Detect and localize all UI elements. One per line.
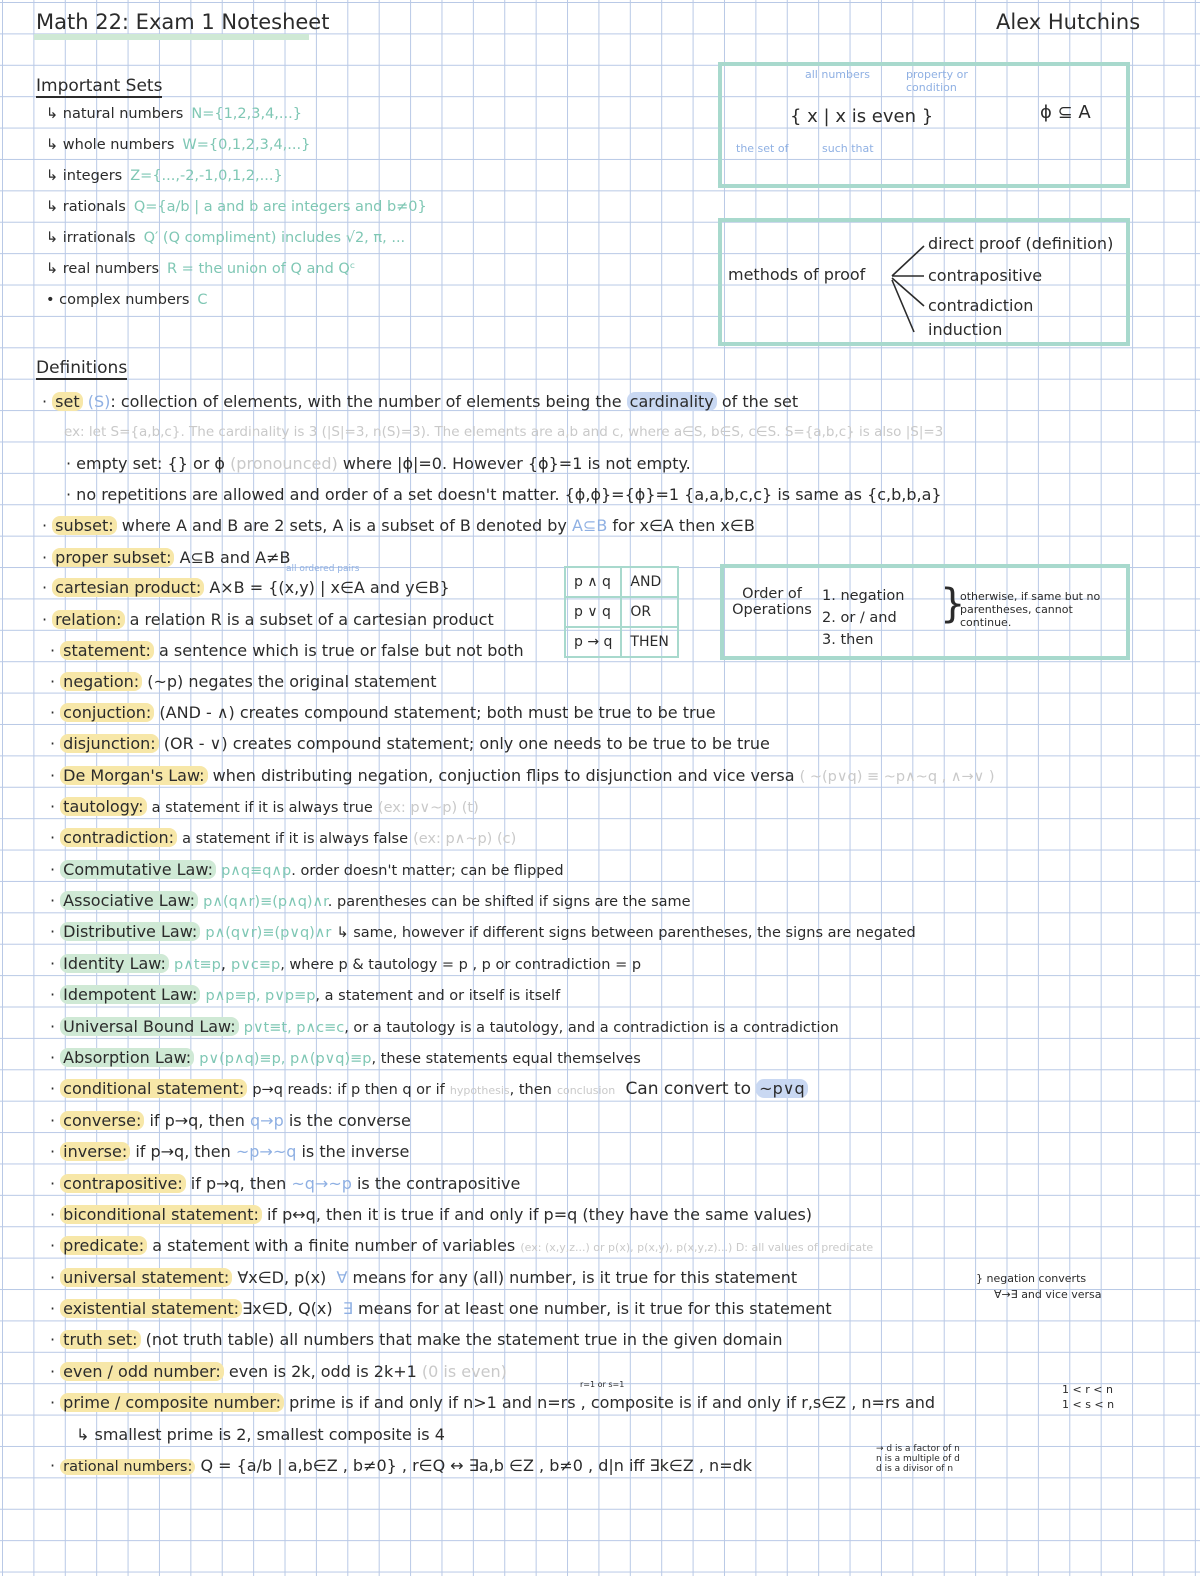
def-identity-law: · Identity Law: p∧t≡p, p∨c≡p, where p & tautology = p , p or contradiction = p bbox=[50, 954, 642, 973]
set-value: Q={a/b | a and b are integers and b≠0} bbox=[133, 199, 427, 215]
def-conditional: · conditional statement: p→q reads: if p then q or if hypothesis, then conclusion Can convert to ~p∨q bbox=[50, 1079, 808, 1099]
order-brace: } bbox=[940, 581, 966, 627]
def-subset: · subset: where A and B are 2 sets, A is a subset of B denoted by A⊆B for x∈A then x∈B bbox=[42, 516, 755, 535]
def-commutative-law: · Commutative Law: p∧q≡q∧p. order doesn't matter; can be flipped bbox=[50, 860, 564, 879]
ordered-pairs-note: all ordered pairs bbox=[286, 564, 360, 574]
logic-connectives-table bbox=[564, 566, 679, 658]
important-set-item bbox=[46, 137, 310, 153]
important-set-item bbox=[46, 168, 283, 184]
def-even-odd: · even / odd number: even is 2k, odd is 2k+1 (0 is even) bbox=[50, 1362, 507, 1381]
def-truth-set: · truth set: (not truth table) all numbers that make the statement true in the given domain bbox=[50, 1330, 783, 1349]
set-label: complex numbers bbox=[59, 292, 190, 308]
def-de-morgan: · De Morgan's Law: when distributing negation, conjuction flips to disjunction and vice versa ( ~(p∨q) ≡ ~p∧~q , ∧→∨ ) bbox=[50, 766, 995, 785]
set-label: whole numbers bbox=[62, 137, 175, 153]
set-builder-expression: { x | x is even } bbox=[790, 106, 934, 127]
def-cartesian: · cartesian product: A×B = {(x,y) | x∈A and y∈B} bbox=[42, 578, 450, 597]
set-value: N={1,2,3,4,...} bbox=[191, 106, 302, 122]
negation-note-2: ∀→∃ and vice versa bbox=[994, 1288, 1102, 1301]
proof-method-contradiction: contradiction bbox=[928, 296, 1034, 315]
set-value: C bbox=[197, 292, 208, 308]
note-set-of: the set of bbox=[736, 142, 789, 155]
set-value: W={0,1,2,3,4,...} bbox=[182, 137, 311, 153]
bullet-marker: ↳ bbox=[46, 106, 63, 122]
set-label: natural numbers bbox=[62, 106, 184, 122]
def-set: · set (S): collection of elements, with the number of elements being the cardinality of the set bbox=[42, 392, 799, 411]
def-associative-law: · Associative Law: p∧(q∧r)≡(p∧q)∧r. parentheses can be shifted if signs are the same bbox=[50, 891, 691, 910]
def-disjunction: · disjunction: (OR - ∨) creates compound statement; only one needs to be true to be true bbox=[50, 734, 770, 753]
def-predicate: · predicate: a statement with a finite number of variables (ex: (x,y,z...) or p(x), p(x,y), p(x,y,z)...) D: all values of predicate bbox=[50, 1236, 874, 1255]
proof-method-contrapositive: contrapositive bbox=[928, 266, 1043, 285]
order-label: Order of Operations bbox=[732, 586, 812, 618]
important-sets-heading: Important Sets bbox=[36, 76, 163, 96]
def-biconditional: · biconditional statement: if p↔q, then it is true if and only if p=q (they have the same values) bbox=[50, 1205, 813, 1224]
bullet-marker: ↳ bbox=[46, 261, 63, 277]
important-set-item bbox=[46, 199, 427, 215]
def-conjunction: · conjuction: (AND - ∧) creates compound statement; both must be true to be true bbox=[50, 703, 716, 722]
def-proper-subset: · proper subset: A⊆B and A≠B bbox=[42, 548, 291, 567]
def-absorption-law: · Absorption Law: p∨(p∧q)≡p, p∧(p∨q)≡p, these statements equal themselves bbox=[50, 1048, 641, 1067]
def-empty-set: · empty set: {} or ϕ (pronounced) where |ϕ|=0. However {ϕ}=1 is not empty. bbox=[66, 454, 691, 473]
set-label: integers bbox=[62, 168, 123, 184]
def-universal-bound-law: · Universal Bound Law: p∨t≡t, p∧c≡c, or a tautology is a tautology, and a contradiction is a contradiction bbox=[50, 1017, 839, 1036]
def-converse: · converse: if p→q, then q→p is the converse bbox=[50, 1111, 411, 1130]
def-smallest: ↳ smallest prime is 2, smallest composite is 4 bbox=[76, 1425, 445, 1444]
rational-notes: → d is a factor of n n is a multiple of d d is a divisor of n bbox=[876, 1444, 960, 1474]
def-set-example: ex: let S={a,b,c}. The cardinality is 3 (|S|=3, n(S)=3). The elements are a,b and c, where a∈S, b∈S, c∈S. S={a,b,c} is also |S|=3 bbox=[64, 424, 944, 440]
title-highlight bbox=[34, 34, 309, 40]
def-inverse: · inverse: if p→q, then ~p→~q is the inverse bbox=[50, 1142, 410, 1161]
order-step-2: 2. or / and bbox=[822, 610, 897, 626]
def-contradiction: · contradiction: a statement if it is always false (ex: p∧~p) (c) bbox=[50, 828, 517, 847]
proof-method-direct: direct proof (definition) bbox=[928, 234, 1114, 253]
order-note: otherwise, if same but no parentheses, cannot continue. bbox=[960, 590, 1101, 629]
logic-row bbox=[565, 597, 678, 627]
def-tautology: · tautology: a statement if it is always true (ex: p∨~p) (t) bbox=[50, 797, 479, 816]
set-label: irrationals bbox=[62, 230, 136, 246]
proof-label: methods of proof bbox=[728, 265, 866, 284]
order-step-1: 1. negation bbox=[822, 588, 905, 604]
logic-symbol: p ∧ q bbox=[565, 567, 621, 597]
logic-symbol: p → q bbox=[565, 627, 621, 657]
def-negation: · negation: (~p) negates the original statement bbox=[50, 672, 437, 691]
logic-word: THEN bbox=[621, 627, 677, 657]
bullet-marker: ↳ bbox=[46, 168, 63, 184]
order-step-3: 3. then bbox=[822, 632, 874, 648]
page-title: Math 22: Exam 1 Notesheet bbox=[36, 10, 330, 34]
set-value: Z={...,-2,-1,0,1,2,...} bbox=[130, 168, 283, 184]
set-value: Q′ (Q compliment) includes √2, π, ... bbox=[143, 230, 406, 246]
note-all-numbers: all numbers bbox=[805, 68, 871, 81]
bullet-marker: • bbox=[46, 292, 60, 308]
negation-note-1: } negation converts bbox=[976, 1272, 1087, 1285]
prime-note: r=1 or s=1 bbox=[580, 1380, 625, 1389]
set-label: real numbers bbox=[62, 261, 159, 277]
def-existential-statement: · existential statement: ∃x∈D, Q(x) ∃ means for at least one number, is it true for this statement bbox=[50, 1299, 832, 1318]
important-set-item bbox=[46, 230, 405, 246]
bullet-marker: ↳ bbox=[46, 137, 63, 153]
def-universal-statement: · universal statement: ∀x∈D, p(x) ∀ means for any (all) number, is it true for this statement bbox=[50, 1268, 798, 1287]
bullet-marker: ↳ bbox=[46, 230, 63, 246]
author-name: Alex Hutchins bbox=[996, 10, 1141, 34]
logic-symbol: p ∨ q bbox=[565, 597, 621, 627]
important-set-item bbox=[46, 106, 302, 122]
note-such-that: such that bbox=[822, 142, 874, 155]
def-rational-numbers: · rational numbers: Q = {a/b | a,b∈Z , b≠0} , r∈Q ↔ ∃a,b ∈Z , b≠0 , d|n iff ∃k∈Z , n=dk bbox=[50, 1456, 753, 1475]
prime-right-1: 1 < r < n bbox=[1062, 1383, 1113, 1396]
proof-arrows bbox=[884, 236, 934, 336]
logic-row bbox=[565, 627, 678, 657]
set-label: rationals bbox=[62, 199, 126, 215]
prime-right-2: 1 < s < n bbox=[1062, 1398, 1115, 1411]
empty-subset-note: ϕ ⊆ A bbox=[1040, 102, 1091, 123]
logic-word: OR bbox=[621, 597, 677, 627]
def-statement: · statement: a sentence which is true or false but not both bbox=[50, 641, 524, 660]
proof-method-induction: induction bbox=[928, 320, 1003, 339]
logic-row bbox=[565, 567, 678, 597]
def-contrapositive: · contrapositive: if p→q, then ~q→~p is the contrapositive bbox=[50, 1174, 521, 1193]
important-set-item bbox=[46, 292, 208, 308]
logic-word: AND bbox=[621, 567, 677, 597]
set-value: R = the union of Q and Qᶜ bbox=[167, 261, 356, 277]
def-idempotent-law: · Idempotent Law: p∧p≡p, p∨p≡p, a statement and or itself is itself bbox=[50, 985, 561, 1004]
definitions-heading: Definitions bbox=[36, 358, 128, 378]
def-no-repetitions: · no repetitions are allowed and order of a set doesn't matter. {ϕ,ϕ}={ϕ}=1 {a,a,b,c,c} is same as {c,b,b,a} bbox=[66, 485, 942, 504]
note-property: property or condition bbox=[906, 68, 968, 94]
def-relation: · relation: a relation R is a subset of a cartesian product bbox=[42, 610, 494, 629]
def-distributive-law: · Distributive Law: p∧(q∨r)≡(p∨q)∧r ↳ same, however if different signs between parentheses, the signs are negated bbox=[50, 922, 916, 941]
bullet-marker: ↳ bbox=[46, 199, 63, 215]
important-set-item bbox=[46, 261, 355, 277]
def-prime-composite: · prime / composite number: prime is if and only if n>1 and n=rs , composite is if and only if r,s∈Z , n=rs and bbox=[50, 1393, 936, 1412]
